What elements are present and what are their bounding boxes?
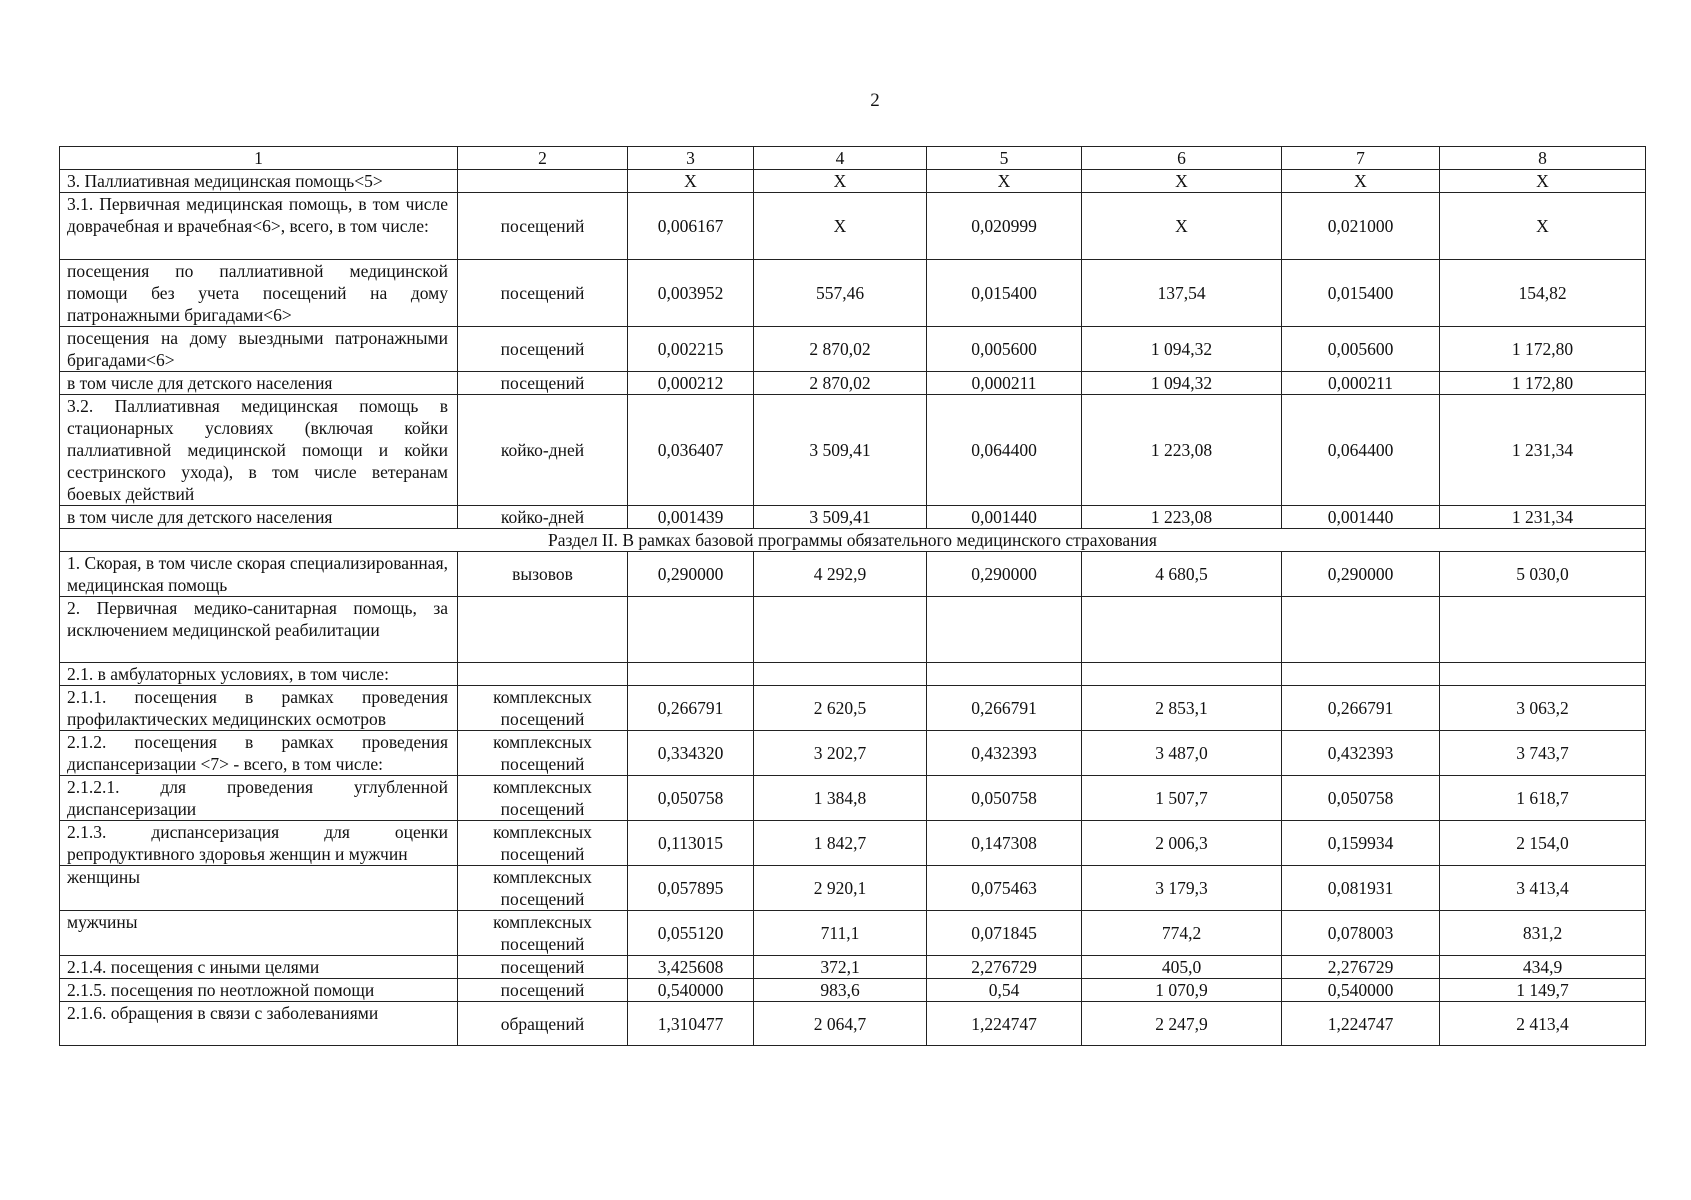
value-cell-c8: 3 413,4 (1440, 866, 1646, 911)
value-cell-c8: 1 231,34 (1440, 395, 1646, 506)
value-cell-c6: 405,0 (1082, 956, 1282, 979)
value-cell-c3: 0,000212 (628, 372, 754, 395)
value-cell-c6 (1082, 663, 1282, 686)
value-cell-c4: 372,1 (754, 956, 927, 979)
value-cell-c3: X (628, 170, 754, 193)
value-cell-c5: 0,001440 (927, 506, 1082, 529)
value-cell-c5: 0,147308 (927, 821, 1082, 866)
value-cell-c3: 0,334320 (628, 731, 754, 776)
table-row (60, 979, 1646, 1002)
value-cell-c5: 0,290000 (927, 552, 1082, 597)
value-cell-c8: 2 413,4 (1440, 1002, 1646, 1046)
value-cell-c7: 0,078003 (1282, 911, 1440, 956)
value-cell-c4: 3 202,7 (754, 731, 927, 776)
row-name-cell: 2.1.6. обращения в связи с заболеваниями (60, 1002, 458, 1046)
value-cell-c6: 137,54 (1082, 260, 1282, 327)
row-name-cell: 2.1.2.1. для проведения углубленной диспансеризации (60, 776, 458, 821)
unit-cell: комплексных посещений (458, 731, 628, 776)
column-header: 3 (628, 147, 754, 170)
unit-cell: койко-дней (458, 506, 628, 529)
value-cell-c8: 1 172,80 (1440, 327, 1646, 372)
section-row (60, 529, 1646, 552)
value-cell-c5 (927, 597, 1082, 663)
value-cell-c6: 3 179,3 (1082, 866, 1282, 911)
unit-cell (458, 663, 628, 686)
table-row (60, 821, 1646, 866)
unit-cell: посещений (458, 193, 628, 260)
row-name-cell: мужчины (60, 911, 458, 956)
value-cell-c4: X (754, 170, 927, 193)
table-row (60, 956, 1646, 979)
unit-cell: вызовов (458, 552, 628, 597)
value-cell-c4: 2 870,02 (754, 372, 927, 395)
column-header: 5 (927, 147, 1082, 170)
table-row (60, 506, 1646, 529)
value-cell-c8: 5 030,0 (1440, 552, 1646, 597)
value-cell-c6: 1 507,7 (1082, 776, 1282, 821)
value-cell-c8: 831,2 (1440, 911, 1646, 956)
value-cell-c7: 0,159934 (1282, 821, 1440, 866)
table-row (60, 260, 1646, 327)
table-row (60, 731, 1646, 776)
value-cell-c4: 1 384,8 (754, 776, 927, 821)
table-row (60, 911, 1646, 956)
value-cell-c5: 0,075463 (927, 866, 1082, 911)
value-cell-c6: 1 223,08 (1082, 506, 1282, 529)
value-cell-c7: 0,432393 (1282, 731, 1440, 776)
row-name-cell: 3.2. Паллиативная медицинская помощь в стационарных условиях (включая койки паллиативной медицинской помощи и койки сестринского ухода), в том числе ветеранам боевых действий (60, 395, 458, 506)
value-cell-c8: 1 618,7 (1440, 776, 1646, 821)
unit-cell: посещений (458, 372, 628, 395)
value-cell-c6: 774,2 (1082, 911, 1282, 956)
row-name-cell: 1. Скорая, в том числе скорая специализированная, медицинская помощь (60, 552, 458, 597)
value-cell-c8: 1 231,34 (1440, 506, 1646, 529)
unit-cell (458, 170, 628, 193)
value-cell-c4: 2 920,1 (754, 866, 927, 911)
row-name-cell: посещения по паллиативной медицинской помощи без учета посещений на дому патронажными бригадами<6> (60, 260, 458, 327)
value-cell-c6: 1 094,32 (1082, 327, 1282, 372)
value-cell-c3: 3,425608 (628, 956, 754, 979)
row-name-cell: 2.1.3. диспансеризация для оценки репродуктивного здоровья женщин и мужчин (60, 821, 458, 866)
value-cell-c6: 3 487,0 (1082, 731, 1282, 776)
value-cell-c5: 0,005600 (927, 327, 1082, 372)
column-number-row (60, 147, 1646, 170)
unit-cell: койко-дней (458, 395, 628, 506)
value-cell-c7: 0,001440 (1282, 506, 1440, 529)
unit-cell: посещений (458, 327, 628, 372)
value-cell-c6 (1082, 597, 1282, 663)
value-cell-c3 (628, 663, 754, 686)
value-cell-c4: 983,6 (754, 979, 927, 1002)
unit-cell: посещений (458, 260, 628, 327)
value-cell-c7: 0,000211 (1282, 372, 1440, 395)
unit-cell: комплексных посещений (458, 866, 628, 911)
value-cell-c8: 154,82 (1440, 260, 1646, 327)
unit-cell: обращений (458, 1002, 628, 1046)
unit-cell: комплексных посещений (458, 911, 628, 956)
value-cell-c8: 1 149,7 (1440, 979, 1646, 1002)
value-cell-c8: X (1440, 193, 1646, 260)
unit-cell: посещений (458, 956, 628, 979)
value-cell-c7: 1,224747 (1282, 1002, 1440, 1046)
value-cell-c7: 0,081931 (1282, 866, 1440, 911)
row-name-cell: 3.1. Первичная медицинская помощь, в том числе доврачебная и врачебная<6>, всего, в том числе: (60, 193, 458, 260)
table-row (60, 395, 1646, 506)
value-cell-c5: 0,050758 (927, 776, 1082, 821)
value-cell-c3: 0,540000 (628, 979, 754, 1002)
value-cell-c5: 0,020999 (927, 193, 1082, 260)
value-cell-c3: 0,001439 (628, 506, 754, 529)
value-cell-c6: X (1082, 170, 1282, 193)
value-cell-c4: 2 870,02 (754, 327, 927, 372)
value-cell-c4: X (754, 193, 927, 260)
value-cell-c5: 0,015400 (927, 260, 1082, 327)
value-cell-c4 (754, 663, 927, 686)
table-row (60, 552, 1646, 597)
value-cell-c3: 0,055120 (628, 911, 754, 956)
value-cell-c6: 2 006,3 (1082, 821, 1282, 866)
value-cell-c6: 2 853,1 (1082, 686, 1282, 731)
value-cell-c5: 1,224747 (927, 1002, 1082, 1046)
value-cell-c8: X (1440, 170, 1646, 193)
table-row (60, 776, 1646, 821)
value-cell-c4: 1 842,7 (754, 821, 927, 866)
unit-cell: комплексных посещений (458, 821, 628, 866)
row-name-cell: 2.1.1. посещения в рамках проведения профилактических медицинских осмотров (60, 686, 458, 731)
column-header: 6 (1082, 147, 1282, 170)
value-cell-c5: X (927, 170, 1082, 193)
section-title: Раздел II. В рамках базовой программы обязательного медицинского страхования (60, 529, 1646, 552)
value-cell-c7: X (1282, 170, 1440, 193)
value-cell-c3: 0,036407 (628, 395, 754, 506)
value-cell-c3 (628, 597, 754, 663)
value-cell-c7: 0,005600 (1282, 327, 1440, 372)
value-cell-c6: 1 223,08 (1082, 395, 1282, 506)
value-cell-c5: 2,276729 (927, 956, 1082, 979)
row-name-cell: 2.1.4. посещения с иными целями (60, 956, 458, 979)
column-header: 7 (1282, 147, 1440, 170)
value-cell-c6: 4 680,5 (1082, 552, 1282, 597)
value-cell-c4: 557,46 (754, 260, 927, 327)
row-name-cell: 3. Паллиативная медицинская помощь<5> (60, 170, 458, 193)
table-row (60, 1002, 1646, 1046)
value-cell-c6: 2 247,9 (1082, 1002, 1282, 1046)
row-name-cell: 2. Первичная медико-санитарная помощь, за исключением медицинской реабилитации (60, 597, 458, 663)
value-cell-c5: 0,071845 (927, 911, 1082, 956)
value-cell-c7: 0,266791 (1282, 686, 1440, 731)
page-number: 2 (870, 90, 880, 111)
value-cell-c7: 0,015400 (1282, 260, 1440, 327)
volumes-table (59, 146, 1646, 1046)
value-cell-c7: 0,021000 (1282, 193, 1440, 260)
value-cell-c3: 0,050758 (628, 776, 754, 821)
value-cell-c5: 0,266791 (927, 686, 1082, 731)
unit-cell: комплексных посещений (458, 686, 628, 731)
row-name-cell: посещения на дому выездными патронажными бригадами<6> (60, 327, 458, 372)
value-cell-c3: 0,266791 (628, 686, 754, 731)
value-cell-c5: 0,064400 (927, 395, 1082, 506)
value-cell-c4: 711,1 (754, 911, 927, 956)
value-cell-c4 (754, 597, 927, 663)
value-cell-c6: X (1082, 193, 1282, 260)
unit-cell: комплексных посещений (458, 776, 628, 821)
unit-cell: посещений (458, 979, 628, 1002)
table-row (60, 866, 1646, 911)
value-cell-c7: 2,276729 (1282, 956, 1440, 979)
value-cell-c7 (1282, 597, 1440, 663)
table-row (60, 170, 1646, 193)
value-cell-c3: 0,057895 (628, 866, 754, 911)
row-name-cell: 2.1.5. посещения по неотложной помощи (60, 979, 458, 1002)
value-cell-c5: 0,000211 (927, 372, 1082, 395)
value-cell-c7 (1282, 663, 1440, 686)
unit-cell (458, 597, 628, 663)
row-name-cell: в том числе для детского населения (60, 372, 458, 395)
table-row (60, 193, 1646, 260)
value-cell-c4: 3 509,41 (754, 395, 927, 506)
value-cell-c8: 434,9 (1440, 956, 1646, 979)
value-cell-c7: 0,064400 (1282, 395, 1440, 506)
table-row (60, 686, 1646, 731)
value-cell-c5: 0,54 (927, 979, 1082, 1002)
value-cell-c3: 0,290000 (628, 552, 754, 597)
value-cell-c8: 3 063,2 (1440, 686, 1646, 731)
value-cell-c3: 1,310477 (628, 1002, 754, 1046)
table-row (60, 327, 1646, 372)
row-name-cell: женщины (60, 866, 458, 911)
value-cell-c6: 1 070,9 (1082, 979, 1282, 1002)
value-cell-c8: 1 172,80 (1440, 372, 1646, 395)
table-body (60, 147, 1646, 1046)
column-header: 2 (458, 147, 628, 170)
value-cell-c8: 2 154,0 (1440, 821, 1646, 866)
value-cell-c8 (1440, 597, 1646, 663)
value-cell-c5 (927, 663, 1082, 686)
column-header: 1 (60, 147, 458, 170)
value-cell-c5: 0,432393 (927, 731, 1082, 776)
value-cell-c4: 2 064,7 (754, 1002, 927, 1046)
value-cell-c3: 0,002215 (628, 327, 754, 372)
value-cell-c7: 0,050758 (1282, 776, 1440, 821)
value-cell-c4: 4 292,9 (754, 552, 927, 597)
row-name-cell: 2.1.2. посещения в рамках проведения диспансеризации <7> - всего, в том числе: (60, 731, 458, 776)
column-header: 8 (1440, 147, 1646, 170)
value-cell-c3: 0,006167 (628, 193, 754, 260)
value-cell-c4: 2 620,5 (754, 686, 927, 731)
table-row (60, 663, 1646, 686)
row-name-cell: 2.1. в амбулаторных условиях, в том числе: (60, 663, 458, 686)
value-cell-c3: 0,003952 (628, 260, 754, 327)
table-row (60, 597, 1646, 663)
value-cell-c6: 1 094,32 (1082, 372, 1282, 395)
value-cell-c4: 3 509,41 (754, 506, 927, 529)
value-cell-c7: 0,540000 (1282, 979, 1440, 1002)
table-row (60, 372, 1646, 395)
column-header: 4 (754, 147, 927, 170)
value-cell-c3: 0,113015 (628, 821, 754, 866)
value-cell-c8: 3 743,7 (1440, 731, 1646, 776)
value-cell-c7: 0,290000 (1282, 552, 1440, 597)
row-name-cell: в том числе для детского населения (60, 506, 458, 529)
value-cell-c8 (1440, 663, 1646, 686)
